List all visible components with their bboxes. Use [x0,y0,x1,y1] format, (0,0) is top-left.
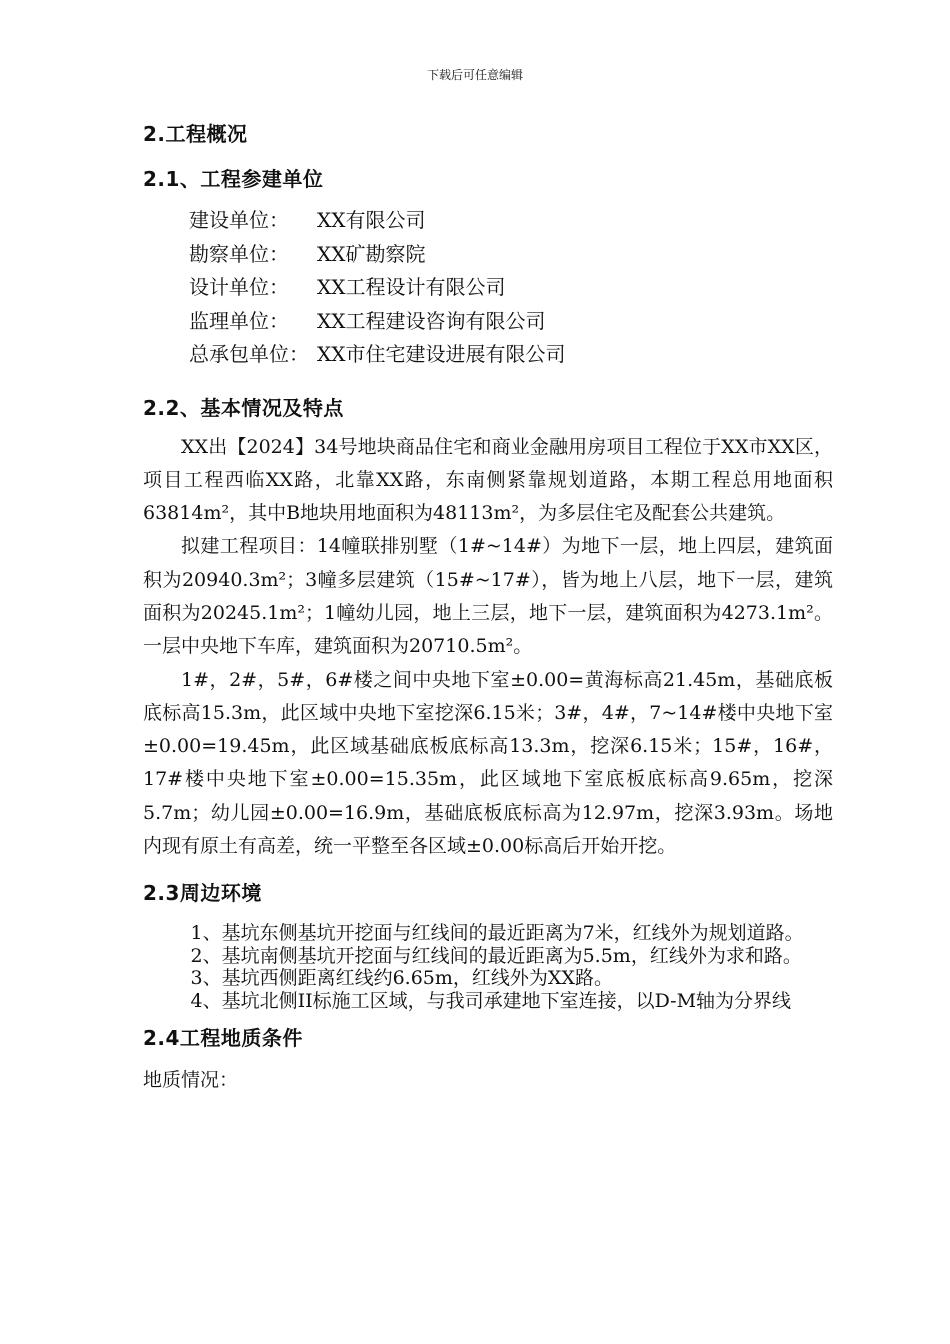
unit-value: XX矿勘察院 [317,241,426,266]
unit-value: XX工程建设咨询有限公司 [317,308,546,333]
unit-label: 设计单位： [189,275,289,299]
unit-row-design [189,271,833,305]
unit-label: 监理单位： [189,308,289,333]
unit-value: XX工程设计有限公司 [317,275,506,299]
section-2-2-title: 2.2、基本情况及特点 [143,395,344,420]
unit-row-general-contractor [189,338,833,372]
unit-label: 勘察单位： [189,241,289,266]
unit-value: XX有限公司 [317,208,426,232]
unit-label: 建设单位： [189,208,289,232]
participant-units-list [189,204,833,372]
document-body [143,118,833,1095]
section-2-title: 2.工程概况 [143,122,248,146]
paragraph: 1#，2#，5#，6#楼之间中央地下室±0.00=黄海标高21.45m，基础底板底标高15.3m，此区域中央地下室挖深6.15米；3#，4#，7~14#楼中央地下室±0.00=19.45m，此区域基础底板底标高13.3m，挖深6.15米；15#，16#，17#楼中央地下室±0.00=15.35m，此区域地下室底板底标高9.65m，挖深5.7m；幼儿园±0.00=16.9m，基础底板底标高为12.97m，挖深3.93m。场地内现有原土有高差，统一平整至各区域±0.00标高后开始开挖。 [143,668,833,858]
basic-info-paragraphs [143,431,833,864]
list-item: 3、基坑西侧距离红线约6.65m，红线外为XX路。 [190,967,613,990]
geology-line: 地质情况： [143,1069,239,1092]
unit-label: 总承包单位： [189,342,309,366]
list-item: 2、基坑南侧基坑开挖面与红线间的最近距离为5.5m，红线外为求和路。 [190,944,802,967]
paragraph: XX出【2024】34号地块商品住宅和商业金融用房项目工程位于XX市XX区，项目工程西临XX路，北靠XX路，东南侧紧靠规划道路，本期工程总用地面积63814m²，其中B地块用地面积为48113m²，为多层住宅及配套公共建筑。 [143,435,833,525]
list-item: 1、基坑东侧基坑开挖面与红线间的最近距离为7米，红线外为规划道路。 [190,922,804,945]
unit-value: XX市住宅建设进展有限公司 [317,342,566,366]
unit-row-supervision [189,305,833,339]
unit-row-construction [189,204,833,238]
page-header: 下载后可任意编辑 [426,68,523,82]
section-2-4-title: 2.4工程地质条件 [143,1026,303,1051]
unit-row-survey [189,238,833,272]
section-2-3-title: 2.3周边环境 [143,881,262,906]
list-item: 4、基坑北侧II标施工区域，与我司承建地下室连接，以D-M轴为分界线 [190,989,792,1012]
paragraph: 拟建工程项目：14幢联排别墅（1#~14#）为地下一层，地上四层，建筑面积为20940.3m²；3幢多层建筑（15#~17#），皆为地上八层，地下一层，建筑面积为20245.1m²；1幢幼儿园，地上三层，地下一层，建筑面积为4273.1m²。一层中央地下车库，建筑面积为20710.5m²。 [143,535,833,658]
section-2-1-title: 2.1、工程参建单位 [143,167,324,191]
surroundings-list [143,922,833,1012]
